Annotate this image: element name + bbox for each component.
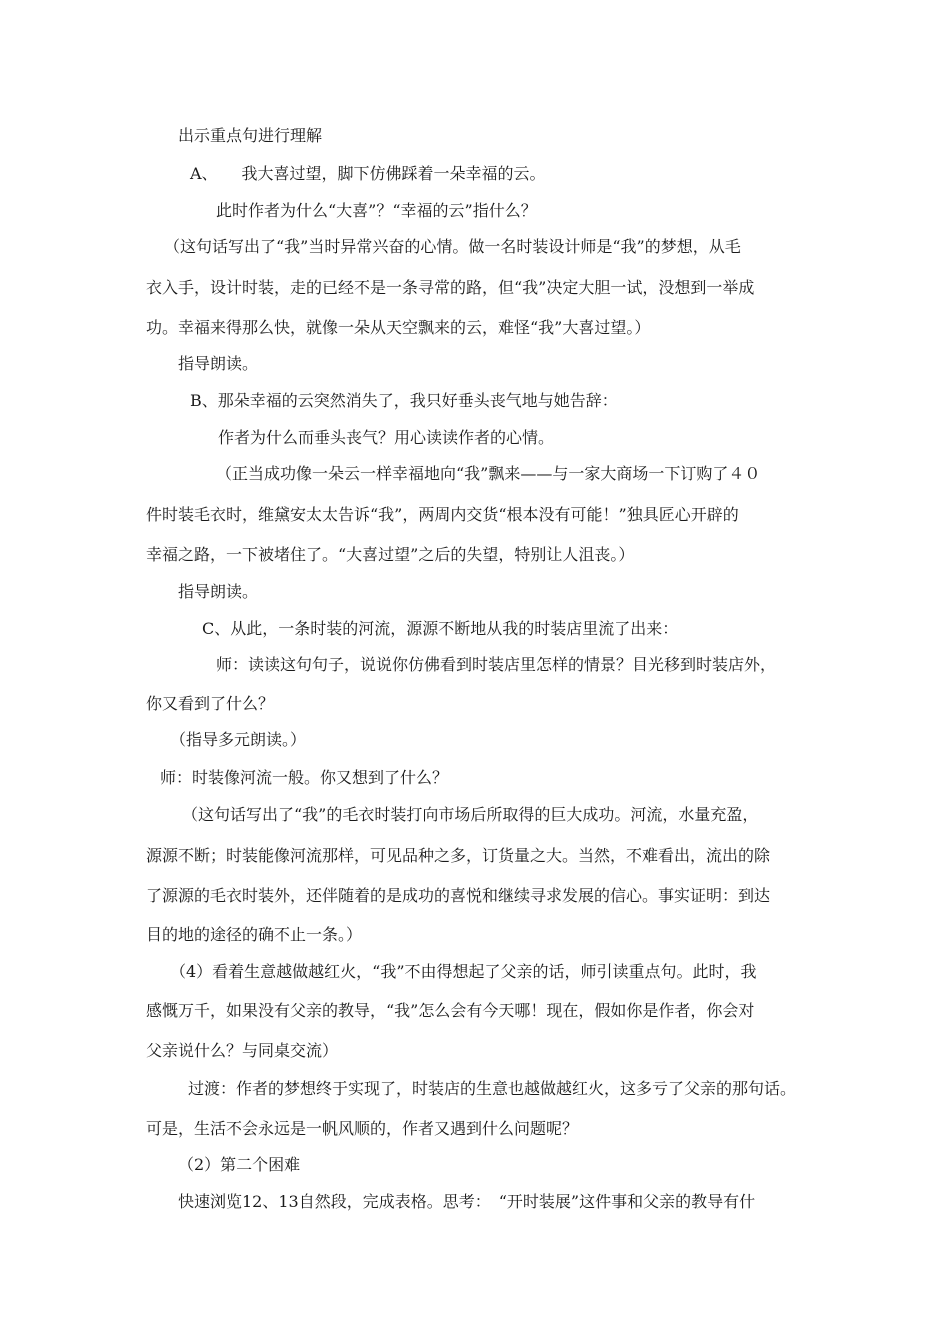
- text-line: （正当成功像一朵云一样幸福地向“我”飘来——与一家大商场一下订购了４０: [216, 464, 761, 483]
- text-line: 指导朗读。: [178, 354, 259, 373]
- text-line: （2）第二个困难: [178, 1155, 301, 1174]
- text-line: 此时作者为什么“大喜”？“幸福的云”指什么？: [216, 201, 537, 220]
- text-line: 师：读读这句句子，说说你仿佛看到时装店里怎样的情景？目光移到时装店外，: [216, 655, 777, 674]
- text-line: 快速浏览12、13自然段，完成表格。思考： “开时装展”这件事和父亲的教导有什: [178, 1192, 756, 1211]
- text-line: 父亲说什么？与同桌交流）: [146, 1041, 339, 1060]
- text-line: 师：时装像河流一般。你又想到了什么？: [160, 768, 449, 787]
- text-line: C、从此，一条时装的河流，源源不断地从我的时装店里流了出来：: [202, 619, 679, 638]
- text-line: 过渡：作者的梦想终于实现了，时装店的生意也越做越红火，这多亏了父亲的那句话。: [188, 1079, 797, 1098]
- text-line: 功。幸福来得那么快，就像一朵从天空飘来的云，难怪“我”大喜过望。）: [146, 318, 651, 337]
- text-line: 你又看到了什么？: [146, 694, 275, 713]
- text-line: 件时装毛衣时，维黛安太太告诉“我”，两周内交货“根本没有可能！”独具匠心开辟的: [146, 505, 739, 524]
- text-line: 出示重点句进行理解: [178, 126, 323, 145]
- text-line: 了源源的毛衣时装外，还伴随着的是成功的喜悦和继续寻求发展的信心。事实证明：到达: [146, 886, 771, 905]
- text-line: （指导多元朗读。）: [170, 730, 307, 749]
- text-line: 作者为什么而垂头丧气？用心读读作者的心情。: [218, 428, 555, 447]
- text-line: 源源不断；时装能像河流那样，可见品种之多，订货量之大。当然，不难看出，流出的除: [146, 846, 771, 865]
- text-line: 感慨万千，如果没有父亲的教导，“我”怎么会有今天哪！现在，假如你是作者，你会对: [146, 1001, 755, 1020]
- text-line: （这句话写出了“我”的毛衣时装打向市场后所取得的巨大成功。河流，水量充盈，: [182, 805, 759, 824]
- text-line: 可是，生活不会永远是一帆风顺的，作者又遇到什么问题呢？: [146, 1119, 579, 1138]
- text-line: A、 我大喜过望，脚下仿佛踩着一朵幸福的云。: [190, 164, 546, 183]
- text-line: 目的地的途径的确不止一条。）: [146, 925, 363, 944]
- text-line: B、那朵幸福的云突然消失了，我只好垂头丧气地与她告辞：: [190, 391, 618, 410]
- text-line: （4）看着生意越做越红火，“我”不由得想起了父亲的话，师引读重点句。此时，我: [170, 962, 757, 981]
- text-line: 指导朗读。: [178, 582, 259, 601]
- text-line: （这句话写出了“我”当时异常兴奋的心情。做一名时装设计师是“我”的梦想，从毛: [164, 237, 741, 256]
- text-line: 衣入手，设计时装，走的已经不是一条寻常的路，但“我”决定大胆一试，没想到一举成: [146, 278, 755, 297]
- text-line: 幸福之路，一下被堵住了。“大喜过望”之后的失望，特别让人沮丧。）: [146, 545, 635, 564]
